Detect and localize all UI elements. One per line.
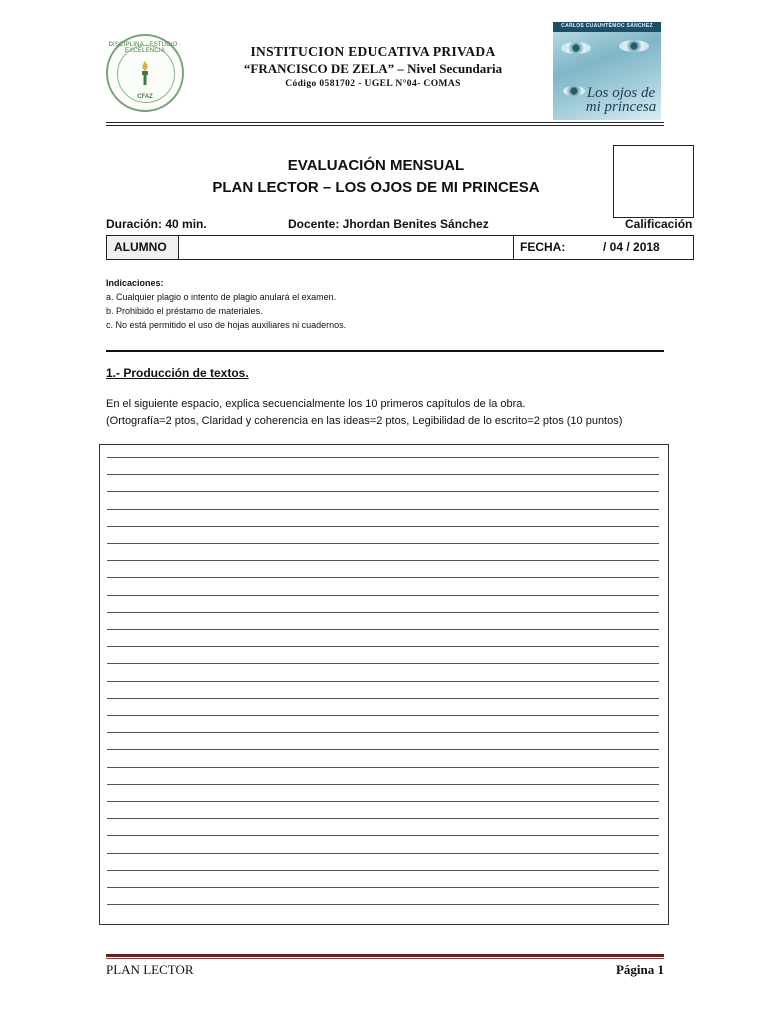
writing-line [107, 560, 659, 561]
writing-line [107, 491, 659, 492]
book-author: CARLOS CUAUHTÉMOC SÁNCHEZ [561, 23, 653, 29]
exam-title-line1: EVALUACIÓN MENSUAL [287, 157, 465, 174]
writing-line [107, 509, 659, 510]
date-label: FECHA: [520, 240, 566, 254]
instruction-item: a. Cualquier plagio o intento de plagio anulará el examen. [106, 292, 337, 302]
page-number: Página 1 [615, 962, 664, 977]
student-label: ALUMNO [107, 236, 179, 259]
writing-line [107, 835, 659, 836]
grade-label: Calificación [625, 217, 693, 231]
writing-line [107, 543, 659, 544]
writing-line [107, 681, 659, 682]
logo-ring-text: DISCIPLINA · ESTUDIO · EXCELENCIA [108, 42, 182, 54]
school-type: INSTITUCION EDUCATIVA PRIVADA [250, 44, 496, 59]
writing-line [107, 801, 659, 802]
student-name-field[interactable] [179, 236, 514, 259]
book-cover-image [553, 22, 661, 120]
exam-title-line2: PLAN LECTOR – LOS OJOS DE MI PRINCESA [212, 179, 540, 196]
writing-line [107, 904, 659, 905]
writing-line [107, 870, 659, 871]
writing-line [107, 629, 659, 630]
writing-line [107, 612, 659, 613]
school-code: Código 0581702 - UGEL N°04- COMAS [285, 79, 461, 89]
writing-line [107, 732, 659, 733]
section-instructions [106, 396, 622, 430]
header-rule [106, 125, 664, 126]
school-name: “FRANCISCO DE ZELA” – Nivel Secundaria [243, 61, 503, 76]
section-separator [106, 350, 664, 352]
section-instruction-line: (Ortografía=2 ptos, Claridad y coherencia en las ideas=2 ptos, Legibilidad de lo escrito=2 ptos (10 puntos) [106, 415, 623, 427]
writing-line [107, 715, 659, 716]
footer-rule [106, 958, 664, 959]
writing-line [107, 646, 659, 647]
writing-line [107, 457, 659, 458]
writing-line [107, 784, 659, 785]
header-rule [106, 122, 664, 123]
writing-line [107, 526, 659, 527]
logo-abbr: CFAZ [137, 94, 153, 100]
school-heading [200, 44, 546, 89]
school-logo [106, 34, 184, 112]
instruction-item: b. Prohibido el préstamo de materiales. [106, 306, 263, 316]
writing-line [107, 474, 659, 475]
eye-icon [561, 42, 591, 54]
footer-title: PLAN LECTOR [106, 962, 194, 977]
grade-box[interactable] [613, 145, 694, 218]
writing-line [107, 595, 659, 596]
instruction-item: c. No está permitido el uso de hojas auxiliares ni cuadernos. [106, 320, 347, 330]
date-field[interactable]: / 04 / 2018 [603, 240, 660, 254]
book-title: Los ojos de mi princesa [585, 85, 657, 115]
writing-line [107, 698, 659, 699]
section-instruction-line: En el siguiente espacio, explica secuencialmente los 10 primeros capítulos de la obra. [106, 398, 526, 410]
writing-line [107, 818, 659, 819]
writing-line [107, 577, 659, 578]
duration: Duración: 40 min. [106, 217, 207, 231]
writing-line [107, 767, 659, 768]
writing-line [107, 853, 659, 854]
teacher: Docente: Jhordan Benites Sánchez [288, 217, 489, 231]
eye-icon [563, 86, 585, 96]
student-row [106, 235, 694, 260]
answer-writing-area[interactable] [99, 444, 669, 925]
writing-line [107, 749, 659, 750]
exam-title [196, 155, 556, 199]
section-title: 1.- Producción de textos. [106, 366, 249, 380]
instructions-heading: Indicaciones: [106, 278, 164, 288]
eye-icon [619, 40, 649, 52]
footer-rule [106, 954, 664, 957]
writing-line [107, 663, 659, 664]
torch-icon [138, 60, 152, 86]
writing-line [107, 887, 659, 888]
